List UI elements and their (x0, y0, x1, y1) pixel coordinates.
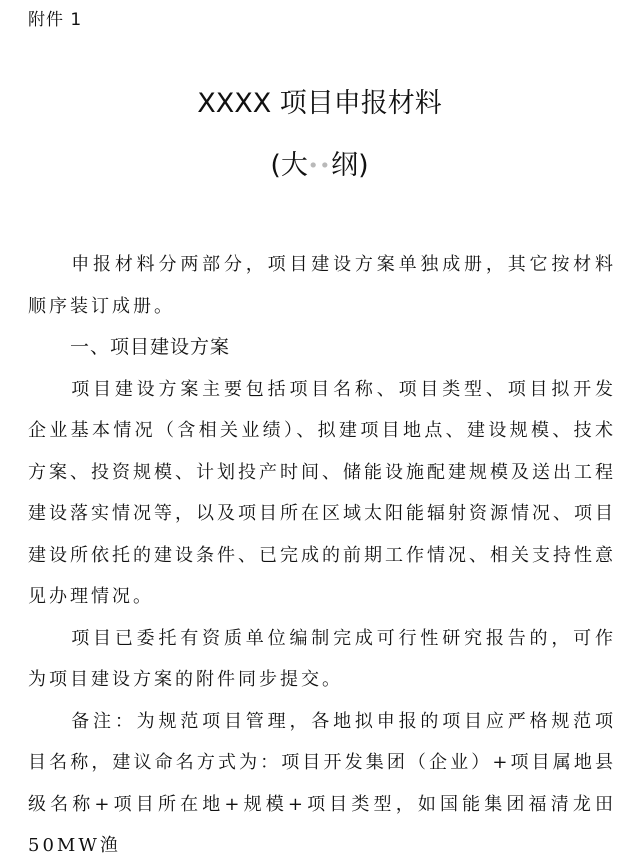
document-subtitle (0, 148, 639, 185)
document-body (28, 244, 616, 867)
subtitle-dots: •• (307, 155, 332, 177)
intro-paragraph: 申报材料分两部分，项目建设方案单独成册，其它按材料顺序装订成册。 (28, 254, 616, 317)
attachment-label: 附件 1 (28, 10, 83, 30)
section-one-heading: 一、项目建设方案 (70, 336, 231, 358)
subtitle-close: 纲) (331, 150, 369, 181)
feasibility-paragraph: 项目已委托有资质单位编制完成可行性研究报告的，可作为项目建设方案的附件同步提交。 (28, 627, 616, 690)
remark-paragraph: 备注：为规范项目管理，各地拟申报的项目应严格规范项目名称，建议命名方式为：项目开发集团（企业）+项目属地县级名称+项目所在地+规模+项目类型，如国能集团福清龙田50MW渔 (28, 710, 616, 856)
section-one-paragraph: 项目建设方案主要包括项目名称、项目类型、项目拟开发企业基本情况（含相关业绩）、拟建项目地点、建设规模、技术方案、投资规模、计划投产时间、储能设施配建规模及送出工程建设落实情况等，以及项目所在区域太阳能辐射资源情况、项目建设所依托的建设条件、已完成的前期工作情况、相关支持性意见办理情况。 (28, 378, 616, 607)
document-title: XXXX 项目申报材料 (197, 88, 442, 119)
subtitle-open: (大 (270, 150, 308, 181)
